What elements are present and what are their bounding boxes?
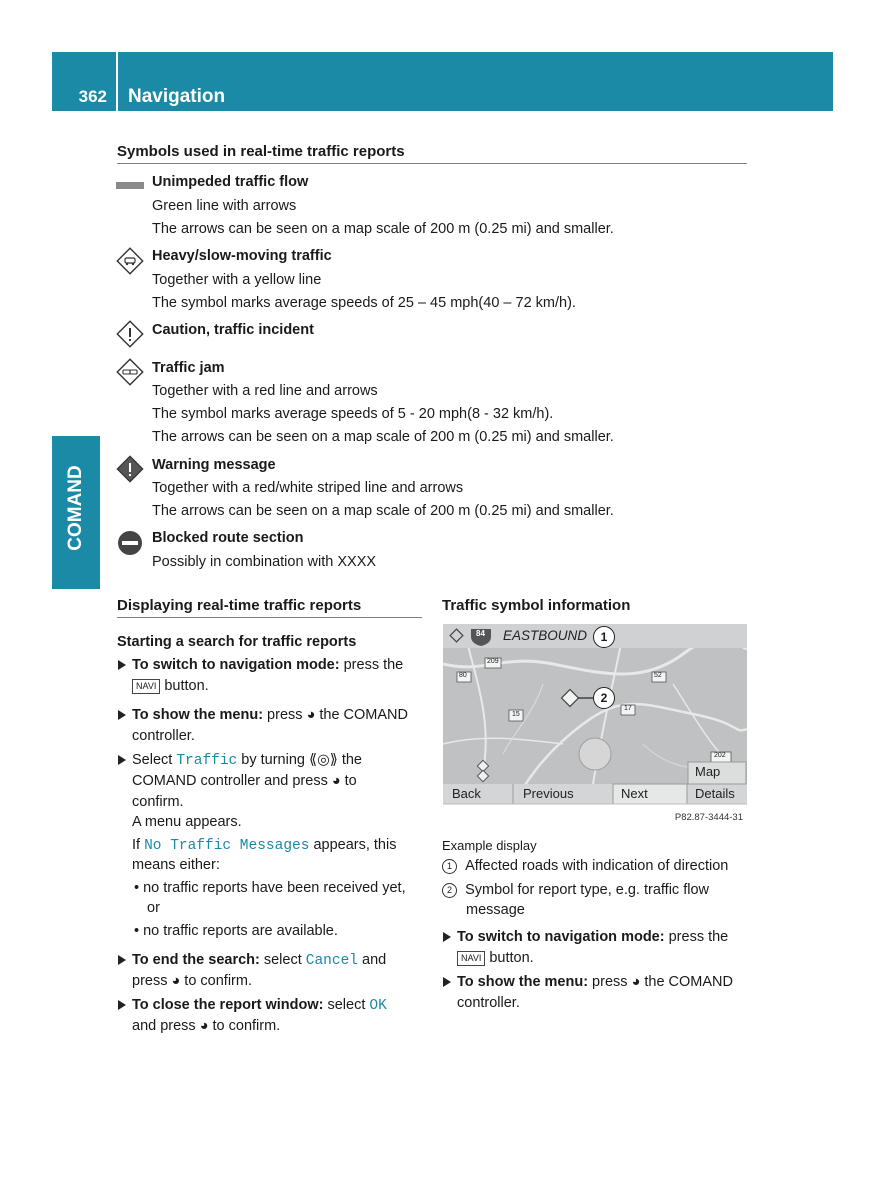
step-arrow	[118, 660, 126, 670]
symbol-title: Blocked route section	[152, 530, 304, 546]
symbol-title: Heavy/slow-moving traffic	[152, 248, 332, 264]
route-shield: 17	[624, 705, 632, 712]
navi-key: NAVI	[457, 951, 485, 966]
step-text: means either:	[132, 857, 220, 873]
step-text: To close the report window: select OK	[132, 997, 387, 1014]
legend-item: 1 Affected roads with indication of direction	[442, 856, 728, 876]
header-divider	[116, 52, 118, 111]
warning-icon	[116, 455, 144, 483]
caution-icon	[116, 320, 144, 348]
step-arrow	[443, 932, 451, 942]
symbol-title: Caution, traffic incident	[152, 322, 314, 338]
step-text: To switch to navigation mode: press the	[132, 657, 404, 673]
press-icon: ◕	[306, 707, 316, 723]
interstate-shield: 84	[476, 629, 485, 638]
step-arrow	[118, 1000, 126, 1010]
symbol-title: Warning message	[152, 457, 276, 473]
symbol-desc: Together with a yellow line	[152, 272, 322, 288]
map-button[interactable]: Map	[695, 764, 721, 779]
right-heading: Traffic symbol information	[442, 597, 631, 614]
left-heading: Displaying real-time traffic reports	[117, 597, 362, 614]
route-shield: 52	[654, 672, 662, 679]
bullet-item: • no traffic reports are available.	[134, 923, 338, 939]
step-text: NAVI button.	[457, 948, 534, 968]
step-text: controller.	[457, 995, 520, 1011]
step-text: and press ◕ to confirm.	[132, 1018, 281, 1034]
green-line-icon	[116, 182, 144, 189]
step-arrow	[118, 955, 126, 965]
left-rule	[117, 617, 422, 618]
step-text: Select Traffic by turning ⟪◎⟫ the	[132, 752, 362, 769]
step-result: A menu appears.	[132, 814, 242, 830]
step-text: controller.	[132, 728, 195, 744]
blocked-icon	[117, 530, 143, 556]
section-rule	[117, 163, 747, 164]
traffic-jam-icon	[116, 358, 144, 386]
step-text: To show the menu: press ◕ the COMAND	[132, 707, 408, 723]
navi-key: NAVI	[132, 679, 160, 694]
step-text: press ◕ to confirm.	[132, 973, 252, 989]
image-code: P82.87-3444-31	[674, 812, 743, 823]
step-arrow	[443, 977, 451, 987]
direction-label: EASTBOUND	[503, 628, 588, 643]
symbol-desc: The arrows can be seen on a map scale of 200 m (0.25 mi) and smaller.	[152, 221, 614, 237]
chapter-tab-label: COMAND	[65, 465, 86, 551]
previous-button[interactable]: Previous	[523, 786, 574, 801]
symbol-desc: The symbol marks average speeds of 25 – 45 mph(40 – 72 km/h).	[152, 295, 576, 311]
slow-traffic-icon	[116, 247, 144, 275]
bullet-item: or	[147, 900, 160, 916]
step-text: COMAND controller and press ◕ to	[132, 773, 357, 789]
symbol-desc: The symbol marks average speeds of 5 - 20 mph(8 - 32 km/h).	[152, 406, 554, 422]
press-icon: ◕	[631, 974, 641, 990]
callout-2: 2	[593, 687, 615, 709]
symbols-heading: Symbols used in real-time traffic reports	[117, 143, 405, 160]
legend-item: 2 Symbol for report type, e.g. traffic flow	[442, 880, 709, 900]
symbol-desc: Together with a red line and arrows	[152, 383, 378, 399]
route-shield: 15	[512, 711, 520, 718]
symbol-title: Traffic jam	[152, 360, 225, 376]
page-header	[52, 52, 833, 111]
step-arrow	[118, 710, 126, 720]
step-text: To end the search: select Cancel and	[132, 952, 387, 969]
chapter-tab	[52, 436, 100, 589]
symbol-title: Unimpeded traffic flow	[152, 174, 309, 190]
navigation-display	[443, 624, 747, 828]
symbol-desc: The arrows can be seen on a map scale of 200 m (0.25 mi) and smaller.	[152, 429, 614, 445]
figure-caption: Example display	[442, 838, 537, 853]
press-icon: ◕	[199, 1018, 209, 1034]
callout-1: 1	[593, 626, 615, 648]
step-arrow	[118, 755, 126, 765]
step-text: confirm.	[132, 794, 184, 810]
page-number: 362	[78, 87, 107, 106]
route-shield: 202	[714, 752, 726, 759]
symbol-desc: Possibly in combination with XXXX	[152, 554, 377, 570]
details-button[interactable]: Details	[695, 786, 735, 801]
symbol-desc: Green line with arrows	[152, 198, 297, 214]
symbol-desc: The arrows can be seen on a map scale of 200 m (0.25 mi) and smaller.	[152, 503, 614, 519]
step-text: NAVI button.	[132, 676, 209, 696]
step-text: To show the menu: press ◕ the COMAND	[457, 974, 733, 990]
back-button[interactable]: Back	[452, 786, 481, 801]
step-text: If No Traffic Messages appears, this	[132, 837, 397, 854]
press-icon: ◕	[171, 973, 181, 989]
page-title: Navigation	[128, 86, 226, 107]
press-icon: ◕	[331, 773, 341, 789]
route-shield: 80	[459, 672, 467, 679]
next-button[interactable]: Next	[621, 786, 648, 801]
step-text: To switch to navigation mode: press the	[457, 929, 729, 945]
bullet-item: • no traffic reports have been received yet,	[134, 880, 406, 896]
left-subheading: Starting a search for traffic reports	[117, 634, 357, 650]
symbol-desc: Together with a red/white striped line and arrows	[152, 480, 464, 496]
route-shield: 209	[487, 658, 499, 665]
turn-icon: ⟪◎⟫	[309, 752, 338, 768]
legend-item: message	[466, 902, 525, 918]
